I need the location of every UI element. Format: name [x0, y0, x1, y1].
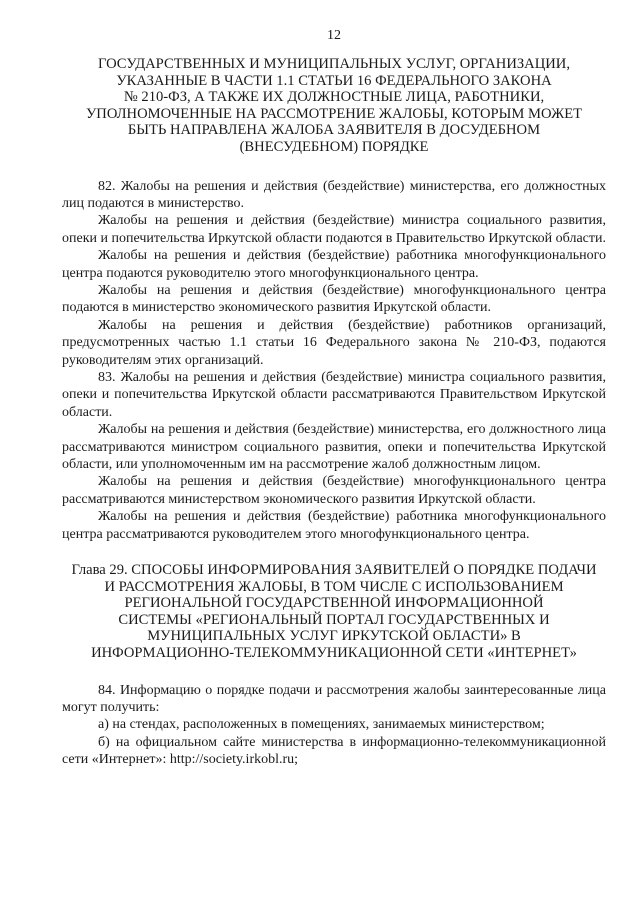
paragraph: б) на официальном сайте министерства в информационно-телекоммуникационной сети «Интернет»: http://society.irkobl.ru; [62, 734, 606, 768]
paragraph: Жалобы на решения и действия (бездействие) министра социального развития, опеки и попечительства Иркутской области подаются в Правительство Иркутской области. [62, 213, 606, 246]
paragraph: Жалобы на решения и действия (бездействие) многофункционального центра подаются в министерство экономического развития Иркутской области. [62, 283, 606, 316]
chapter-heading-line: МУНИЦИПАЛЬНЫХ УСЛУГ ИРКУТСКОЙ ОБЛАСТИ» В [147, 628, 521, 645]
paragraph: Жалобы на решения и действия (бездействие) министерства, его должностного лица рассматриваются министром социального развития, опеки и попечительства Иркутской области, или уполномоченным им на рассмотрение жалоб должностным лицом. [62, 422, 606, 473]
section-heading-line: УПОЛНОМОЧЕННЫЕ НА РАССМОТРЕНИЕ ЖАЛОБЫ, КОТОРЫМ МОЖЕТ [85, 105, 583, 122]
section-heading-line: БЫТЬ НАПРАВЛЕНА ЖАЛОБА ЗАЯВИТЕЛЯ В ДОСУДЕБНОМ [127, 122, 541, 139]
section-heading [62, 56, 606, 156]
section-heading-line: ГОСУДАРСТВЕННЫХ И МУНИЦИПАЛЬНЫХ УСЛУГ, ОРГАНИЗАЦИИ, [98, 56, 570, 72]
chapter-heading-line: РЕГИОНАЛЬНОЙ ГОСУДАРСТВЕННОЙ ИНФОРМАЦИОННОЙ [124, 595, 544, 612]
paragraph: Жалобы на решения и действия (бездействие) работников организаций, предусмотренных частью 1.1 статьи 16 Федерального закона № 210-ФЗ, подаются руководителям этих организаций. [62, 317, 606, 368]
chapter-heading-line: Глава 29. СПОСОБЫ ИНФОРМИРОВАНИЯ ЗАЯВИТЕЛЕЙ О ПОРЯДКЕ ПОДАЧИ [71, 562, 597, 579]
section-heading-line: № 210-ФЗ, А ТАКЖЕ ИХ ДОЛЖНОСТНЫЕ ЛИЦА, РАБОТНИКИ, [123, 89, 545, 106]
chapter-heading [62, 562, 606, 662]
paragraph: 84. Информацию о порядке подачи и рассмотрения жалобы заинтересованные лица могут получить: [62, 682, 606, 716]
body-block-2 [62, 682, 606, 769]
paragraph: Жалобы на решения и действия (бездействие) работника многофункционального центра подаются руководителю этого многофункционального центра. [62, 248, 606, 281]
chapter-heading-line: И РАССМОТРЕНИЯ ЖАЛОБЫ, В ТОМ ЧИСЛЕ С ИСПОЛЬЗОВАНИЕМ [104, 578, 564, 595]
chapter-heading-line: ИНФОРМАЦИОННО-ТЕЛЕКОММУНИКАЦИОННОЙ СЕТИ «ИНТЕРНЕТ» [91, 645, 577, 662]
paragraph: 83. Жалобы на решения и действия (бездействие) министра социального развития, опеки и попечительства Иркутской области рассматриваются Правительством Иркутской области. [62, 370, 606, 420]
section-heading-line: УКАЗАННЫЕ В ЧАСТИ 1.1 СТАТЬИ 16 ФЕДЕРАЛЬНОГО ЗАКОНА [116, 72, 552, 89]
body-block-1 [62, 178, 606, 544]
paragraph: 82. Жалобы на решения и действия (бездействие) министерства, его должностных лиц подаются в министерство. [62, 178, 606, 211]
paragraph: Жалобы на решения и действия (бездействие) многофункционального центра рассматриваются министерством экономического развития Иркутской области. [62, 474, 606, 507]
paragraph: а) на стендах, расположенных в помещениях, занимаемых министерством; [98, 717, 545, 733]
section-heading-line: (ВНЕСУДЕБНОМ) ПОРЯДКЕ [239, 138, 429, 155]
chapter-heading-line: СИСТЕМЫ «РЕГИОНАЛЬНЫЙ ПОРТАЛ ГОСУДАРСТВЕННЫХ И [118, 611, 550, 628]
page-number: 12 [327, 28, 341, 43]
paragraph: Жалобы на решения и действия (бездействие) работника многофункционального центра рассматриваются руководителем этого многофункционального центра. [62, 509, 606, 542]
